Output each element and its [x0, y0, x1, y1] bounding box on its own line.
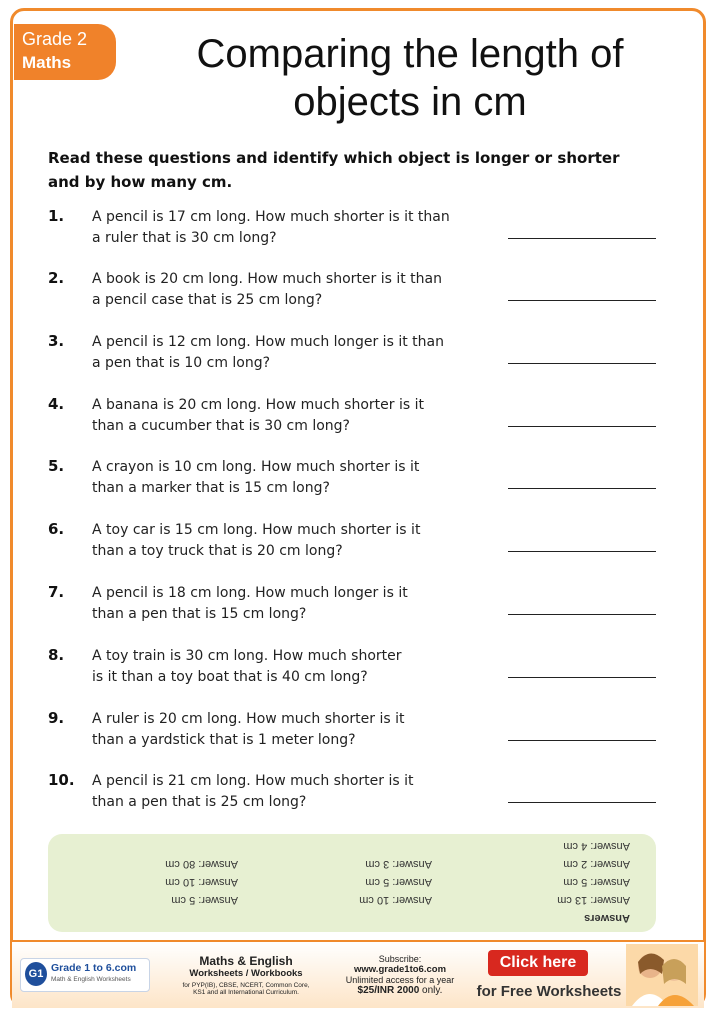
subscribe-price-suffix: only. [419, 985, 443, 996]
question-line: a ruler that is 30 cm long? [92, 230, 277, 246]
answer-9: Answer: 80 cm [165, 858, 238, 870]
question-text [92, 395, 512, 437]
question-text [92, 646, 512, 688]
answer-1: Answer: 13 cm [557, 894, 630, 906]
question-3 [48, 332, 668, 382]
subscribe-access: Unlimited access for a year [345, 975, 455, 985]
title-line-2: objects in cm [293, 80, 527, 124]
question-line: a pen that is 10 cm long? [92, 355, 271, 371]
answer-3: Answer: 2 cm [563, 858, 630, 870]
logo-mark-icon: G1 [25, 962, 47, 986]
question-line: than a cucumber that is 30 cm long? [92, 418, 350, 434]
question-5 [48, 457, 668, 507]
subscribe-site[interactable]: www.grade1to6.com [353, 964, 447, 975]
footer-banner [12, 940, 704, 1008]
question-line: A pencil is 21 cm long. How much shorter is it [92, 773, 414, 789]
question-text [92, 269, 512, 311]
question-number: 2. [48, 269, 65, 287]
logo-name: Grade 1 to 6.com [51, 962, 137, 974]
page-title [130, 30, 690, 126]
title-line-1: Comparing the length of [196, 32, 624, 76]
grade-tab [14, 24, 116, 80]
footer-products-title: Maths & English [199, 954, 293, 968]
subject-label: Maths [22, 53, 72, 72]
question-2 [48, 269, 668, 319]
question-text [92, 771, 512, 813]
footer-products-sub: Worksheets / Workbooks [189, 968, 303, 979]
question-10 [48, 771, 668, 821]
question-line: A pencil is 17 cm long. How much shorter is it than [92, 209, 450, 225]
question-number: 9. [48, 709, 65, 727]
question-line: A book is 20 cm long. How much shorter is it than [92, 271, 442, 287]
question-number: 4. [48, 395, 65, 413]
question-line: A pencil is 12 cm long. How much longer is it than [92, 334, 444, 350]
question-line: A pencil is 18 cm long. How much longer is it [92, 585, 408, 601]
question-line: A banana is 20 cm long. How much shorter is it [92, 397, 424, 413]
answer-line[interactable] [508, 426, 656, 427]
answer-4: Answer: 10 cm [359, 894, 432, 906]
question-number: 5. [48, 457, 65, 475]
question-number: 10. [48, 771, 75, 789]
footer-products [162, 954, 330, 996]
instructions: Read these questions and identify which object is longer or shorter and by how many cm. [48, 149, 620, 191]
question-text [92, 709, 512, 751]
question-number: 3. [48, 332, 65, 350]
answer-line[interactable] [508, 238, 656, 239]
question-1 [48, 207, 668, 257]
question-line: a pencil case that is 25 cm long? [92, 292, 323, 308]
question-text [92, 332, 512, 374]
question-line: than a toy truck that is 20 cm long? [92, 543, 343, 559]
question-line: A toy car is 15 cm long. How much shorter is it [92, 522, 421, 538]
children-photo-icon [626, 944, 698, 1006]
question-line: A crayon is 10 cm long. How much shorter is it [92, 459, 420, 475]
question-4 [48, 395, 668, 445]
subscribe-label: Subscribe: [378, 954, 422, 964]
question-line: than a marker that is 15 cm long? [92, 480, 330, 496]
question-text [92, 207, 512, 249]
question-number: 8. [48, 646, 65, 664]
footer-subscribe [330, 954, 470, 996]
question-number: 6. [48, 520, 65, 538]
answer-8: Answer: 10 cm [165, 876, 238, 888]
answer-line[interactable] [508, 300, 656, 301]
answer-7: Answer: 5 cm [171, 894, 238, 906]
answer-line[interactable] [508, 740, 656, 741]
question-8 [48, 646, 668, 696]
answer-6: Answer: 3 cm [365, 858, 432, 870]
question-number: 7. [48, 583, 65, 601]
question-6 [48, 520, 668, 570]
logo-tagline: Math & English Worksheets [51, 976, 131, 983]
question-text [92, 583, 512, 625]
question-line: than a pen that is 15 cm long? [92, 606, 307, 622]
question-number: 1. [48, 207, 65, 225]
answer-line[interactable] [508, 614, 656, 615]
site-logo[interactable] [20, 958, 150, 992]
grade-label: Grade 2 [22, 29, 88, 49]
question-7 [48, 583, 668, 633]
question-9 [48, 709, 668, 759]
answer-2: Answer: 5 cm [563, 876, 630, 888]
answer-key [48, 834, 656, 932]
answer-line[interactable] [508, 551, 656, 552]
footer-curriculum-1: for PYP(IB), CBSE, NCERT, Common Core, [182, 982, 310, 989]
answer-5: Answer: 5 cm [365, 876, 432, 888]
question-line: is it than a toy boat that is 40 cm long? [92, 669, 368, 685]
answer-heading: Answers [584, 912, 630, 924]
question-line: than a yardstick that is 1 meter long? [92, 732, 356, 748]
click-here-button[interactable]: Click here [488, 950, 588, 976]
answer-line[interactable] [508, 677, 656, 678]
free-worksheets-link[interactable]: for Free Worksheets [476, 983, 622, 1000]
question-text [92, 457, 512, 499]
question-line: than a pen that is 25 cm long? [92, 794, 307, 810]
answer-10: Answer: 4 cm [563, 840, 630, 852]
answer-line[interactable] [508, 363, 656, 364]
answer-line[interactable] [508, 488, 656, 489]
footer-curriculum-2: KS1 and all International Curriculum. [193, 989, 299, 996]
subscribe-price: $25/INR 2000 [357, 985, 420, 996]
answer-line[interactable] [508, 802, 656, 803]
question-line: A toy train is 30 cm long. How much shorter [92, 648, 402, 664]
question-line: A ruler is 20 cm long. How much shorter is it [92, 711, 405, 727]
question-text [92, 520, 512, 562]
